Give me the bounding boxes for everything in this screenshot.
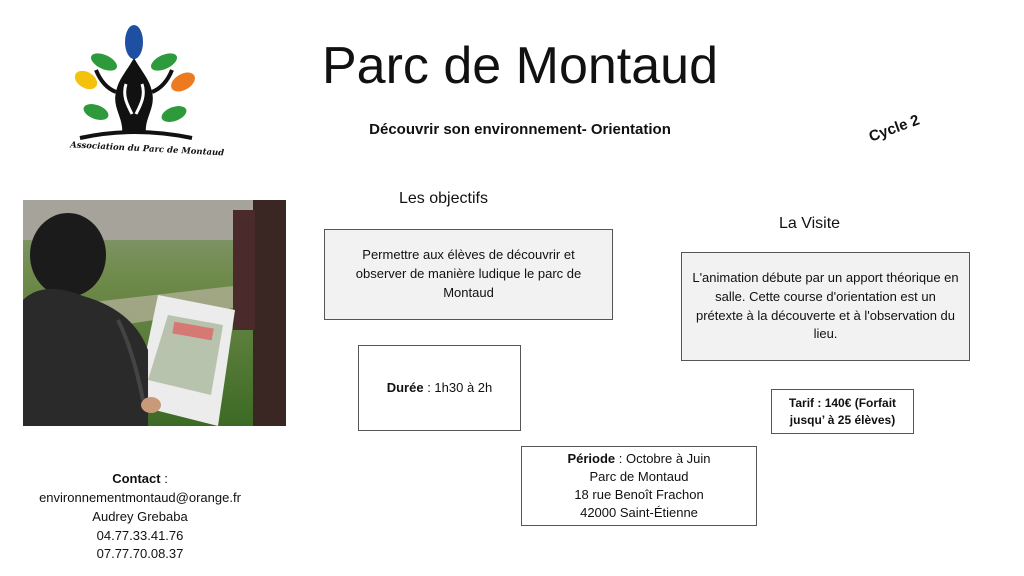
contact-block (20, 470, 260, 564)
blue-leaf-icon (125, 25, 143, 59)
activity-photo (23, 200, 286, 426)
duree-box (358, 345, 521, 431)
tarif-line-2: jusqu’ à 25 élèves) (789, 412, 896, 427)
green-leaf-icon (148, 50, 179, 75)
contact-label: Contact (112, 471, 161, 486)
tree-logo-icon (66, 22, 212, 146)
contact-phone-2[interactable]: 07.77.70.08.37 (96, 546, 184, 562)
periode-label: Période (567, 450, 616, 466)
contact-email[interactable]: environnementmontaud@orange.fr (39, 489, 241, 505)
association-logo (66, 22, 225, 164)
duree-value: 1h30 à 2h (434, 379, 493, 395)
logo-caption: Association du Parc de Montaud (69, 140, 225, 159)
duree-separator: : (423, 379, 435, 395)
duree-label: Durée (386, 379, 424, 395)
periode-street: 18 rue Benoît Frachon (574, 487, 704, 502)
visite-text: L'animation débute par un apport théorique en salle. Cette course d'orientation est un prétexte à la découverte et à l'observation du lieu. (692, 269, 959, 342)
tarif-line-1: Tarif : 140€ (Forfait (788, 395, 897, 410)
periode-value: : Octobre à Juin (615, 450, 711, 466)
visite-box (681, 252, 970, 361)
contact-separator: : (160, 471, 168, 486)
page-title: Parc de Montaud (321, 37, 719, 95)
tarif-box (771, 389, 914, 434)
periode-place: Parc de Montaud (589, 468, 689, 484)
objectifs-text: Permettre aux élèves de découvrir et observer de manière ludique le parc de Montaud (355, 247, 582, 300)
contact-phone-1[interactable]: 04.77.33.41.76 (96, 527, 184, 543)
periode-box (521, 446, 757, 526)
trunk-shape (115, 58, 153, 134)
periode-city: 42000 Saint-Étienne (580, 505, 698, 521)
objectifs-heading: Les objectifs (399, 190, 488, 207)
contact-name: Audrey Grebaba (92, 508, 188, 524)
green-leaf-icon (159, 103, 188, 125)
green-leaf-icon (81, 101, 110, 123)
page-subtitle: Découvrir son environnement- Orientation (369, 121, 671, 138)
visite-heading: La Visite (779, 215, 841, 232)
objectifs-box (324, 229, 613, 320)
green-leaf-icon (88, 50, 119, 75)
cycle-label: Cycle 2 (866, 111, 922, 146)
photo-illustration (23, 200, 286, 426)
ground-line (80, 132, 192, 138)
